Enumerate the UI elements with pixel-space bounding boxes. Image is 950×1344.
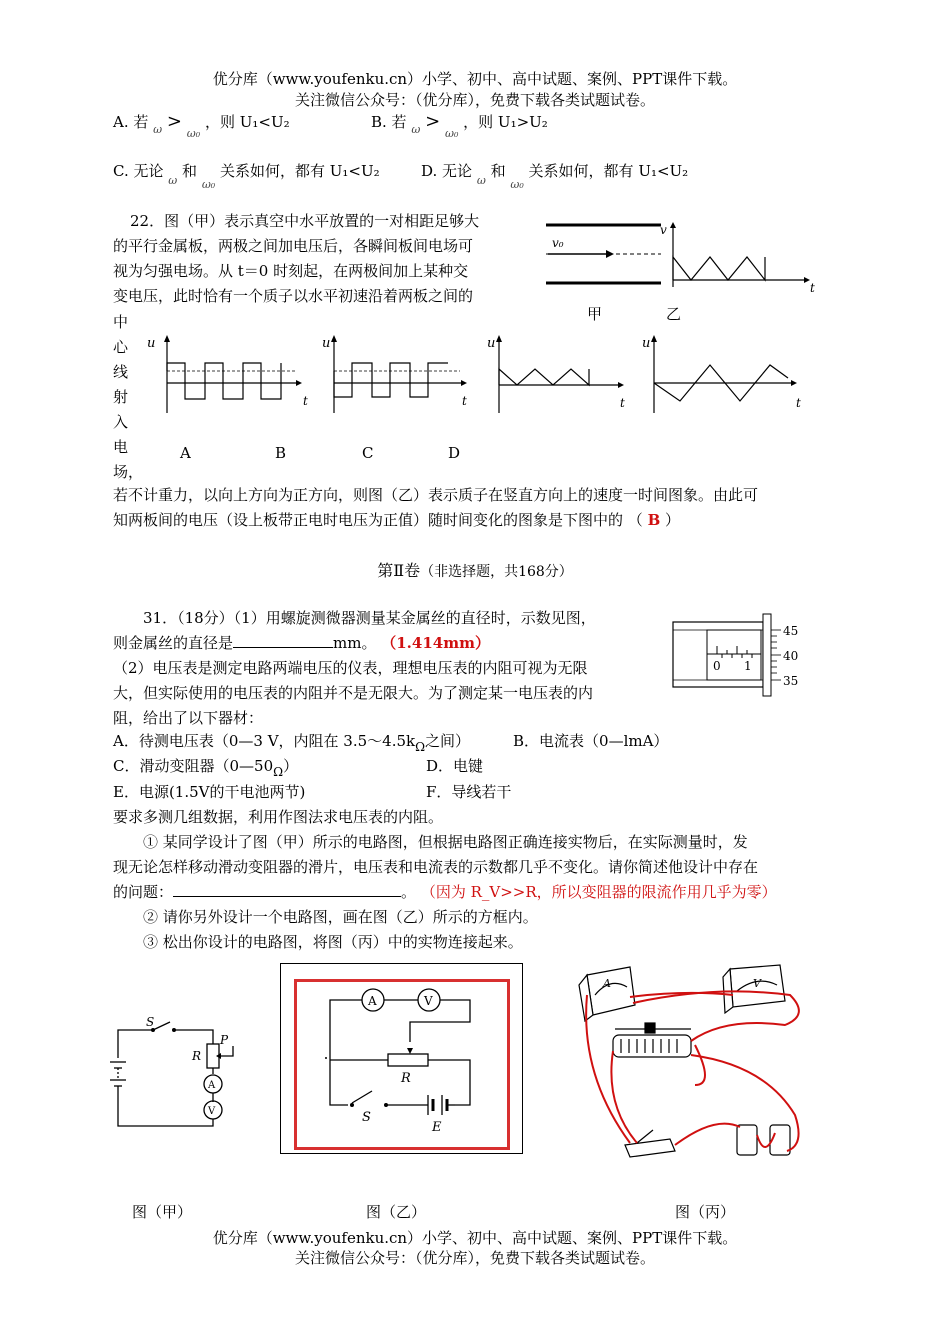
section-2-title: 第Ⅱ卷（非选择题，共168分）	[377, 561, 573, 580]
caption-bing: 图（丙）	[675, 1203, 736, 1221]
label-yi: 乙	[666, 305, 682, 323]
q22-tail-2: 知两板间的电压（设上板带正电时电压为正值）随时间变化的图象是下图中的 （ B ）	[113, 511, 681, 529]
axis-t: t	[303, 394, 308, 408]
option-c: C. 无论 $_\omega$ 和 $_{\omega_0}$ 关系如何，都有 U₁<U₂	[113, 162, 380, 191]
svg-text:V: V	[753, 977, 761, 990]
step-3: ③ 松出你设计的电路图，将图（丙）中的实物连接起来。	[143, 933, 523, 951]
item-a: A．待测电压表（0—3 V，内阻在 $3.5\sim 4.5k_\Omega$之间）	[113, 732, 471, 754]
svg-text:1: 1	[744, 659, 752, 673]
answer-1: （1.414mm）	[381, 634, 490, 652]
q22-answer: B	[647, 511, 661, 529]
svg-text:A: A	[368, 994, 377, 1008]
axis-u: u	[147, 336, 156, 351]
svg-text:E: E	[432, 1120, 442, 1135]
q22-tail-1: 若不计重力，以向上方向为正方向，则图（乙）表示质子在竖直方向上的速度一时间图象。由此可	[113, 486, 759, 504]
item-f: F．导线若干	[426, 783, 512, 801]
item-b: B．电流表（0—lmA）	[513, 732, 669, 750]
svg-text:0: 0	[713, 659, 721, 673]
q31-line-3: （2）电压表是测定电路两端电压的仪表，理想电压表的内阻可视为无限	[113, 659, 588, 677]
micrometer-figure	[673, 612, 818, 702]
svg-text:A: A	[208, 1080, 216, 1091]
svg-text:V: V	[208, 1106, 216, 1117]
axis-t: t	[620, 396, 625, 410]
item-e: E．电源(1.5V的干电池两节)	[113, 783, 306, 801]
axis-u: u	[487, 336, 496, 351]
option-a: A. 若 $_\omega$ > $_{\omega_0}$ ，则 U₁<U₂	[113, 111, 290, 140]
answer-2: （因为 R_V>>R，所以变阻器的限流作用几乎为零）	[420, 883, 777, 901]
axis-u: u	[642, 336, 651, 351]
option-label-d: D	[448, 444, 461, 462]
graph-option-a	[145, 333, 315, 418]
svg-text:A: A	[603, 977, 611, 990]
q31-line-4: 大，但实际使用的电压表的内阻并不是无限大。为了测定某一电压表的内	[113, 684, 594, 702]
option-label-b: B	[275, 444, 287, 462]
svg-text:45: 45	[783, 624, 799, 638]
item-d: D．电键	[426, 757, 484, 775]
axis-u: u	[322, 336, 331, 351]
svg-text:S: S	[146, 1015, 155, 1029]
footer-line-1: 优分库（www.youfenku.cn）小学、初中、高中试题、案例、PPT课件下载。	[212, 1229, 738, 1247]
axis-t: t	[462, 394, 467, 408]
label-jia: 甲	[587, 305, 603, 323]
svg-text:R: R	[401, 1071, 411, 1086]
figure-jia-plates	[546, 215, 666, 295]
option-d: D. 无论 $_\omega$ 和 $_{\omega_0}$ 关系如何，都有 U₁<U₂	[421, 162, 689, 191]
caption-yi: 图（乙）	[366, 1203, 427, 1221]
v0-label: v₀	[552, 236, 564, 250]
figure-yi-velocity	[660, 222, 818, 297]
q31-line-5: 阻，给出了以下器材：	[113, 709, 264, 727]
circuit-jia	[108, 1015, 248, 1133]
q31-line-2: 则金属丝的直径是 mm。 （1.414mm）	[113, 634, 490, 652]
svg-text:P: P	[220, 1033, 229, 1047]
option-b: B. 若 $_\omega$ > $_{\omega_0}$ ，则 U₁>U₂	[371, 111, 548, 140]
svg-text:V: V	[424, 994, 433, 1008]
axis-t: t	[810, 281, 815, 295]
answer-blank-2[interactable]	[173, 882, 401, 897]
step-1b: 现无论怎样移动滑动变阻器的滑片，电压表和电流表的示数都几乎不变化。请你简述他设计中存在	[113, 858, 759, 876]
q22-vertical-text: 中 心 线 射 入 电 场，	[113, 313, 144, 481]
option-label-a: A	[180, 444, 191, 462]
circuit-yi	[320, 990, 490, 1140]
q22-line-2: 的平行金属板，两极之间加电压后，各瞬间板间电场可	[113, 237, 474, 255]
svg-text:35: 35	[783, 674, 799, 688]
option-label-c: C	[362, 444, 374, 462]
caption-jia: 图（甲）	[132, 1203, 193, 1221]
answer-blank-1[interactable]	[233, 633, 333, 648]
axis-v: v	[660, 223, 667, 237]
svg-text:40: 40	[783, 649, 799, 663]
graph-option-b	[487, 333, 637, 418]
q22-line-3: 视为匀强电场。从 t＝0 时刻起，在两极间加上某种交	[113, 262, 469, 280]
step-1a: ① 某同学设计了图（甲）所示的电路图，但根据电路图正确连接实物后，在实际测量时，发	[143, 833, 748, 851]
svg-text:R: R	[192, 1049, 202, 1063]
axis-t: t	[796, 396, 801, 410]
graph-option-c	[320, 333, 490, 418]
footer-line-2: 关注微信公众号：（优分库），免费下载各类试题试卷。	[294, 1249, 655, 1267]
q22-line-4: 变电压，此时恰有一个质子以水平初速沿着两板之间的	[113, 287, 474, 305]
step-1c: 的问题： 。 （因为 R_V>>R，所以变阻器的限流作用几乎为零）	[113, 883, 777, 901]
item-c: C．滑动变阻器$(0—50_\Omega)$	[113, 757, 299, 779]
apparatus-bing	[575, 955, 810, 1167]
q31-line-1: 31．（18分）（1）用螺旋测微器测量某金属丝的直径时，示数见图，	[143, 609, 596, 627]
graph-option-d	[640, 333, 810, 418]
header-line-1: 优分库（www.youfenku.cn）小学、初中、高中试题、案例、PPT课件下载。	[212, 70, 738, 88]
svg-text:S: S	[362, 1110, 371, 1125]
q22-line-1: 22．图（甲）表示真空中水平放置的一对相距足够大	[130, 212, 480, 230]
requirement: 要求多测几组数据，利用作图法求电压表的内阻。	[113, 808, 444, 826]
step-2: ② 请你另外设计一个电路图，画在图（乙）所示的方框内。	[143, 908, 538, 926]
header-line-2: 关注微信公众号：（优分库），免费下载各类试题试卷。	[294, 91, 655, 109]
